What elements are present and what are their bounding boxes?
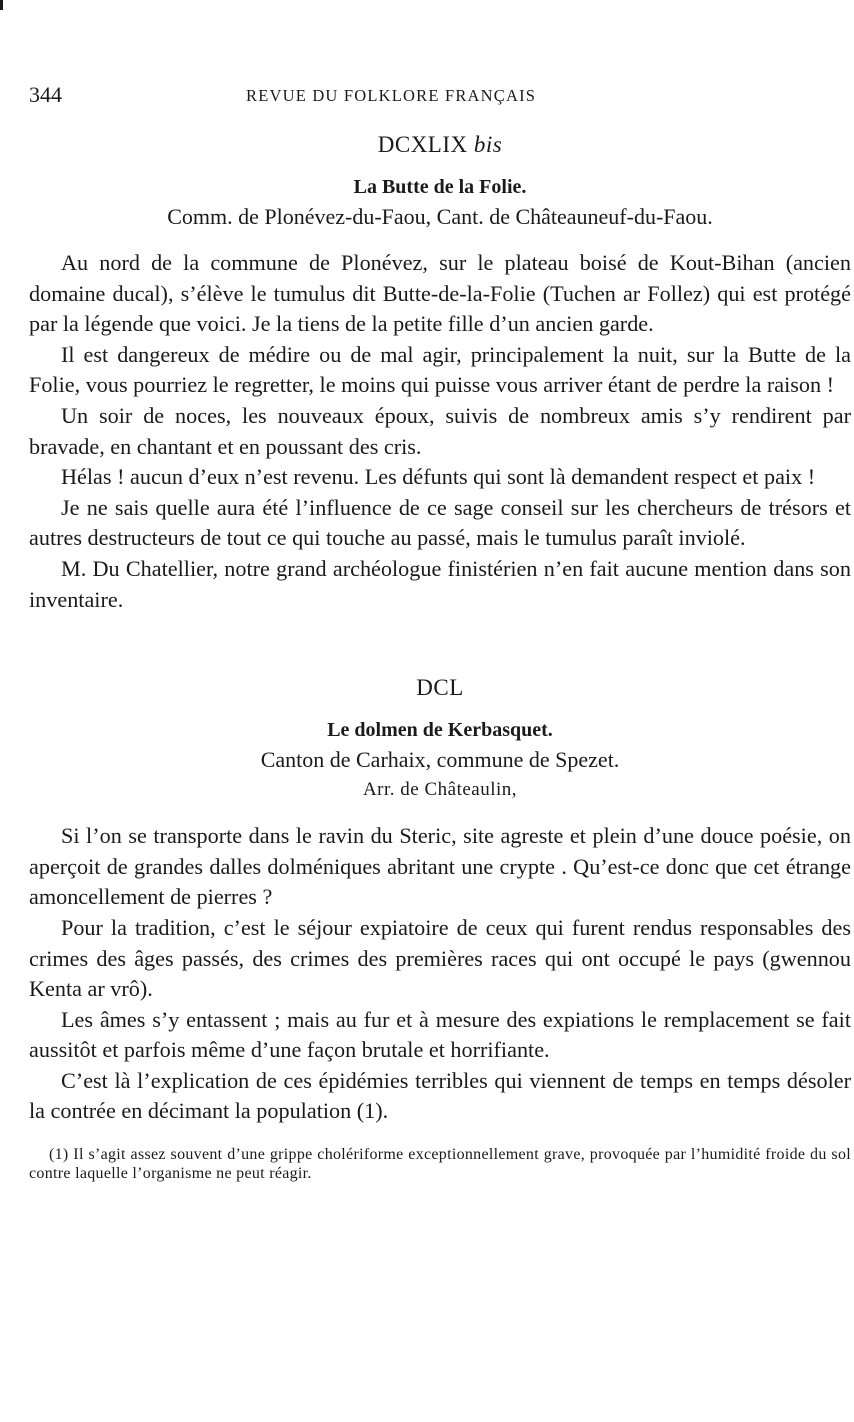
- entry-place: Comm. de Plonévez-du-Faou, Cant. de Châteauneuf-du-Faou.: [167, 204, 713, 229]
- page: [29, 78, 851, 1183]
- entry-dcl: [29, 673, 851, 1127]
- paragraph: Au nord de la commune de Plonévez, sur le plateau boisé de Kout-Bihan (ancien domaine ducal), s’élève le tumulus dit Butte-de-la-Folie (Tuchen ar Follez) qui est protégé par la légende que voici. Je la tiens de la petite fille d’un ancien garde.: [29, 250, 851, 337]
- paragraph: Pour la tradition, c’est le séjour expiatoire de ceux qui furent rendus responsables des crimes des âges passés, des crimes des premières races qui ont occupé le pays (gwennou Kenta ar vrô).: [29, 914, 851, 1002]
- entry-number-roman: DCXLIX: [377, 132, 468, 157]
- entry-number: [29, 130, 851, 160]
- entry-arrondissement: Arr. de Châteaulin,: [362, 779, 518, 801]
- paragraph: M. Du Chatellier, notre grand archéologue finistérien n’en fait aucune mention dans son inventaire.: [29, 555, 851, 612]
- paragraph: Les âmes s’y entassent ; mais au fur et à mesure des expiations le remplacement se fait aussitôt et parfois même d’une façon brutale et horrifiante.: [29, 1006, 851, 1063]
- page-number: 344: [29, 82, 62, 107]
- paragraph: Il est dangereux de médire ou de mal agir, principalement la nuit, sur la Butte de la Folie, vous pourriez le regretter, le moins qui puisse vous arriver étant de perdre la raison !: [29, 341, 851, 398]
- entry-title: Le dolmen de Kerbasquet.: [327, 719, 553, 742]
- paragraph: C’est là l’explication de ces épidémies terribles qui viennent de temps en temps désoler la contrée en décimant la population (1).: [29, 1067, 851, 1124]
- entry-number: DCL: [416, 675, 464, 701]
- entry-place: Canton de Carhaix, commune de Spezet.: [260, 747, 620, 773]
- entry-title: La Butte de la Folie.: [353, 176, 527, 198]
- entry-body: [29, 248, 851, 615]
- section-gap: [29, 615, 851, 657]
- page-edge-mark: [0, 0, 3, 10]
- entry-dcxlix-bis: [29, 130, 851, 615]
- paragraph: Je ne sais quelle aura été l’influence de ce sage conseil sur les chercheurs de trésors et autres destructeurs de tout ce qui touche au passé, mais le tumulus paraît inviolé.: [29, 494, 851, 551]
- journal-title: REVUE DU FOLKLORE FRANÇAIS: [246, 86, 537, 105]
- entry-body: [29, 821, 851, 1127]
- footnote: (1) Il s’agit assez souvent d’une grippe cholériforme exceptionnellement grave, provoquée par l’humidité froide du sol contre laquelle l’organisme ne peut réagir.: [29, 1146, 851, 1183]
- paragraph: Hélas ! aucun d’eux n’est revenu. Les défunts qui sont là demandent respect et paix !: [61, 464, 816, 490]
- running-head: [29, 78, 851, 114]
- paragraph: Un soir de noces, les nouveaux époux, suivis de nombreux amis s’y rendirent par bravade, en chantant et en poussant des cris.: [29, 402, 851, 459]
- paragraph: Si l’on se transporte dans le ravin du Steric, site agreste et plein d’une douce poésie, on aperçoit de grandes dalles dolméniques abritant une crypte . Qu’est-ce donc que cet étrange amoncellement de pierres ?: [29, 823, 851, 910]
- entry-number-suffix: bis: [473, 132, 503, 157]
